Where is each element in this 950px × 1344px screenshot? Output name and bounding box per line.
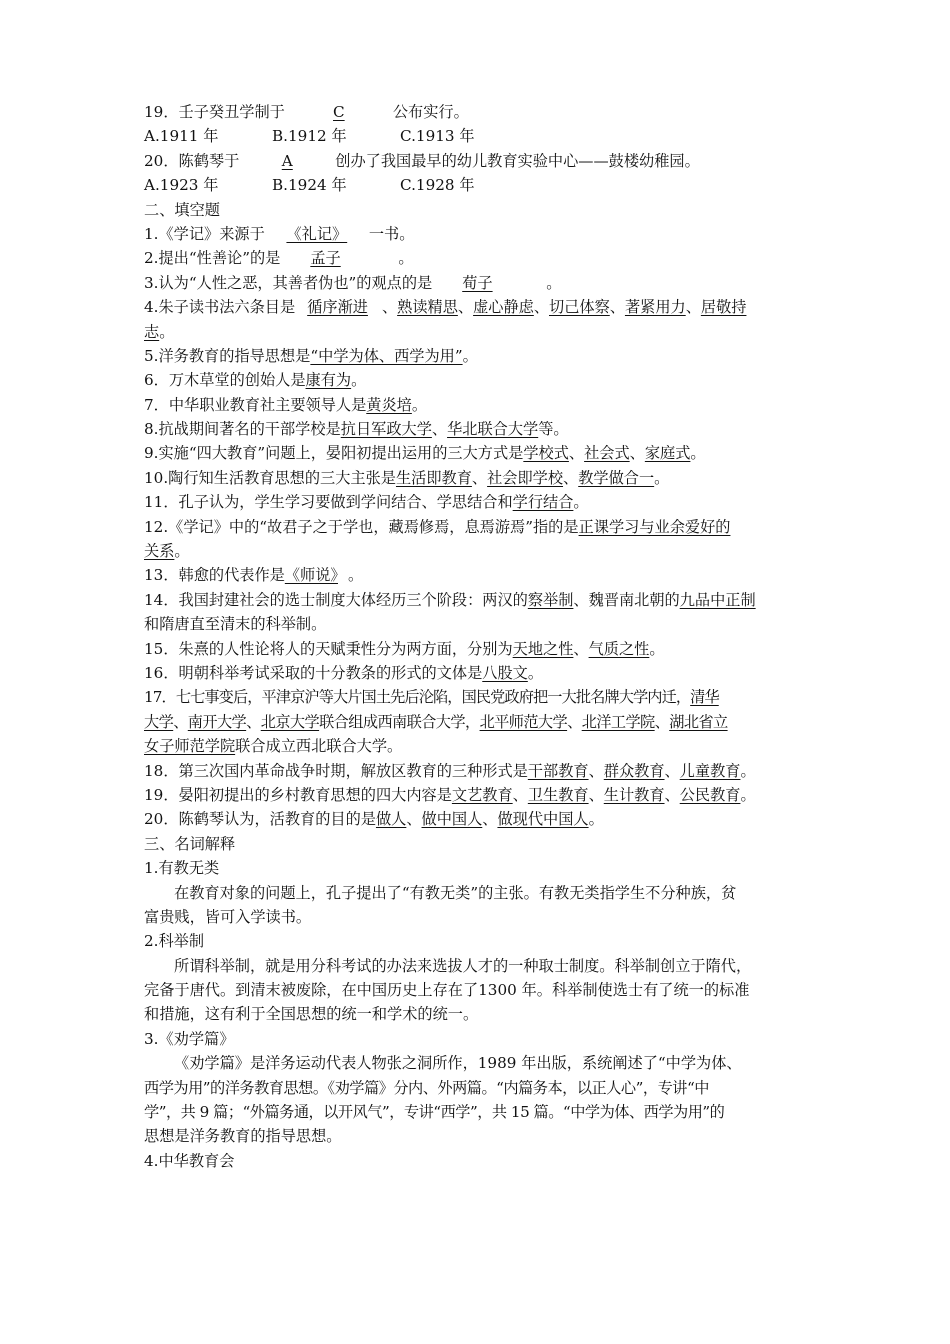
- item-text: 。: [740, 761, 756, 780]
- fill-item-13: [144, 563, 820, 587]
- answer: 《师说》: [284, 566, 338, 585]
- item-text: 18．第三次国内革命战争时期，解放区教育的三种形式是: [144, 761, 528, 780]
- fill-item-17-cont2: [144, 734, 820, 758]
- fill-item-12: [144, 515, 820, 539]
- separator: 、: [246, 712, 261, 731]
- term-body-line: 西学为用”的洋务教育思想。《劝学篇》分内、外两篇。“内篇务本，以正人心”，专讲“中: [144, 1078, 709, 1097]
- item-text: 11．孔子认为，学生学习要做到学问结合、学思结合和: [144, 493, 513, 512]
- separator: 、: [573, 639, 589, 658]
- fill-item-17: [144, 685, 820, 709]
- term-body-line: 所谓科举制，就是用分科考试的办法来选拔人才的一种取士制度。科举制创立于隋代，: [174, 956, 752, 975]
- answer: 正课学习与业余爱好的: [578, 517, 731, 536]
- item-text: 13．韩愈的代表作是: [144, 566, 285, 585]
- item-text: 20．陈鹤琴认为，活教育的目的是: [144, 810, 376, 829]
- question-text: 创办了我国最早的幼儿教育实验中心——鼓楼幼稚园。: [335, 151, 700, 170]
- answer: 九品中正制: [679, 590, 756, 609]
- item-text: 17．七七事变后，平津京沪等大片国土先后沦陷，国民党政府把一大批名牌大学内迁，: [144, 688, 691, 707]
- fill-item-2: [144, 246, 820, 270]
- separator: 、: [512, 785, 528, 804]
- fill-item-9: [144, 441, 820, 465]
- fill-item-1: [144, 222, 820, 246]
- answer: 女子师范学院: [144, 737, 236, 756]
- fill-item-14: [144, 588, 820, 612]
- item-text: 1.《学记》来源于: [144, 224, 265, 243]
- answer: 华北联合大学: [447, 420, 539, 439]
- separator: 、: [609, 298, 625, 317]
- answer: 生活即教育: [395, 468, 472, 487]
- item-text: 8.抗战期间著名的干部学校是: [144, 420, 341, 439]
- option-a: A.1911 年: [144, 127, 219, 146]
- answer: 志: [144, 322, 160, 341]
- item-text: 4.朱子读书法六条目是: [144, 298, 296, 317]
- answer: 清华: [690, 688, 719, 707]
- answer: 察举制: [527, 590, 574, 609]
- item-text: 7．中华职业教育社主要领导人是: [144, 395, 367, 414]
- item-text: 。: [546, 273, 562, 292]
- fill-item-6: [144, 368, 820, 392]
- separator: 、: [654, 712, 670, 731]
- item-text: 等。: [538, 420, 569, 439]
- item-text: 联合组成西南联合大学，: [319, 712, 480, 731]
- item-text: 。: [351, 371, 367, 390]
- answer: 教学做合一: [578, 468, 655, 487]
- fill-item-18: [144, 759, 820, 783]
- item-text: 15．朱熹的人性论将人的天赋秉性分为两方面，分别为: [144, 639, 513, 658]
- document-page: [144, 100, 820, 1173]
- item-text: 。: [347, 566, 364, 585]
- term-body-line: 学”，共 9 篇；“外篇务通，以开风气”，专讲“西学”，共 15 篇。“中学为体、西学为用”的: [144, 1103, 725, 1122]
- answer: 北洋工学院: [581, 712, 655, 731]
- answer: 学校式: [523, 444, 569, 463]
- mc-options-20: [144, 173, 820, 197]
- fill-item-4-cont: [144, 320, 820, 344]
- option-c: C.1928 年: [400, 176, 475, 195]
- answer: 北平师范大学: [479, 712, 568, 731]
- answer: 社会式: [584, 444, 630, 463]
- term-body-line: 《劝学篇》是洋务运动代表人物张之洞所作，1989 年出版，系统阐述了“中学为体、: [174, 1054, 742, 1073]
- term-title: 4.中华教育会: [144, 1151, 235, 1170]
- answer: 群众教育: [603, 761, 665, 780]
- answer: 康有为: [305, 371, 352, 390]
- fill-item-4: [144, 295, 820, 319]
- answer: “中学为体、西学为用”: [310, 346, 463, 365]
- answer: 气质之性: [588, 639, 650, 658]
- separator: 、: [457, 298, 474, 317]
- item-text: 。: [411, 395, 428, 414]
- answer: 天地之性: [512, 639, 574, 658]
- item-text: 。: [573, 493, 589, 512]
- fill-item-14-cont: [144, 612, 820, 636]
- separator: 、: [568, 444, 585, 463]
- question-text: 19．壬子癸丑学制于: [144, 103, 285, 121]
- mc-question-20: [144, 149, 820, 173]
- fill-item-3: [144, 271, 820, 295]
- answer: 做中国人: [421, 810, 483, 829]
- mc-options-19: [144, 124, 820, 148]
- answer: 湖北省立: [669, 712, 728, 731]
- answer: 做现代中国人: [497, 810, 589, 829]
- answer: 干部教育: [527, 761, 589, 780]
- separator: 、: [563, 468, 579, 487]
- fill-item-8: [144, 417, 820, 441]
- term-body-line: 富贵贱，皆可入学读书。: [144, 907, 312, 926]
- question-text: 20．陈鹤琴于: [144, 151, 240, 170]
- item-text: 5.洋务教育的指导思想是: [144, 346, 311, 365]
- term-body-line: 思想是洋务教育的指导思想。: [144, 1127, 342, 1146]
- item-text: 14．我国封建社会的选士制度大体经历三个阶段：两汉的: [144, 590, 528, 609]
- answer: 居敬持: [700, 298, 747, 317]
- answer: 著紧用力: [624, 298, 686, 317]
- fill-item-19: [144, 783, 820, 807]
- item-text: 19．晏阳初提出的乡村教育思想的四大内容是: [144, 785, 452, 804]
- answer: 切己体察: [549, 298, 610, 317]
- separator: 、: [533, 298, 549, 317]
- answer: 虚心静虑: [473, 298, 534, 317]
- answer: 南开大学: [187, 712, 247, 731]
- option-a: A.1923 年: [144, 176, 219, 195]
- separator: 、: [406, 810, 422, 829]
- item-text: 。: [654, 468, 670, 487]
- item-text: 。: [398, 249, 414, 268]
- answer: 社会即学校: [487, 468, 564, 487]
- answer: 北京大学: [260, 712, 320, 731]
- item-text: 。: [159, 322, 175, 341]
- item-text: 3.认为“人性之恶，其善者伪也”的观点的是: [144, 273, 433, 292]
- term-title: 3.《劝学篇》: [144, 1029, 235, 1048]
- fill-item-7: [144, 393, 820, 417]
- fill-item-10: [144, 466, 820, 490]
- item-text: 。: [527, 663, 544, 682]
- separator: 、: [588, 761, 604, 780]
- fill-item-5: [144, 344, 820, 368]
- answer: 公民教育: [679, 785, 741, 804]
- option-c: C.1913 年: [400, 127, 475, 146]
- separator: 、: [629, 444, 645, 463]
- answer: 荀子: [462, 273, 493, 292]
- item-text: 、魏晋南北朝的: [573, 590, 680, 609]
- answer: 循序渐进: [307, 298, 368, 317]
- mc-question-19: [144, 100, 820, 124]
- item-text: 12.《学记》中的“故君子之于学也，藏焉修焉，息焉游焉”指的是: [144, 517, 579, 536]
- answer: 黄炎培: [366, 395, 412, 414]
- fill-item-16: [144, 661, 820, 685]
- fill-item-12-cont: [144, 539, 820, 563]
- answer: 大学: [144, 712, 174, 731]
- term-body-line: 完备于唐代。到清末被废除，在中国历史上存在了1300 年。科举制使选士有了统一的标准: [144, 981, 750, 1000]
- separator: 、: [567, 712, 582, 731]
- option-b: B.1924 年: [272, 176, 347, 195]
- term-body-line: 在教育对象的问题上，孔子提出了“有教无类”的主张。有教无类指学生不分种族，贫: [174, 883, 737, 902]
- item-text: 和隋唐直至清末的科举制。: [144, 615, 327, 634]
- separator: 、: [588, 785, 604, 804]
- answer-blank: A: [281, 151, 293, 170]
- item-text: 一书。: [368, 224, 415, 243]
- answer: 家庭式: [644, 444, 691, 463]
- item-text: 。: [649, 639, 665, 658]
- answer: 熟读精思: [397, 298, 458, 317]
- item-text: 16．明朝科举考试采取的十分教条的形式的文体是: [144, 663, 483, 682]
- section-heading-fill-in: 二、填空题: [144, 200, 220, 219]
- answer: 生计教育: [603, 785, 665, 804]
- answer: 关系: [144, 542, 175, 561]
- item-text: 。: [690, 444, 706, 463]
- fill-item-15: [144, 637, 820, 661]
- separator: 、: [664, 761, 680, 780]
- term-title: 1.有教无类: [144, 859, 220, 878]
- fill-item-20: [144, 807, 820, 831]
- item-text: 。: [740, 785, 756, 804]
- item-text: 10.陶行知生活教育思想的三大主张是: [144, 468, 396, 487]
- answer-blank: C: [333, 103, 345, 121]
- item-text: 6．万木草堂的创始人是: [144, 371, 306, 390]
- item-text: 2.提出“性善论”的是: [144, 249, 281, 268]
- item-text: 。: [174, 542, 190, 561]
- option-b: B.1912 年: [272, 127, 347, 146]
- term-body-line: 和措施，这有利于全国思想的统一和学术的统一。: [144, 1005, 479, 1024]
- answer: 学行结合: [512, 493, 574, 512]
- answer: 《礼记》: [286, 224, 348, 243]
- fill-item-11: [144, 490, 820, 514]
- item-text: 9.实施“四大教育”问题上，晏阳初提出运用的三大方式是: [144, 444, 524, 463]
- item-text: 。: [588, 810, 604, 829]
- answer: 抗日军政大学: [340, 420, 432, 439]
- separator: 、: [482, 810, 498, 829]
- item-text: 。: [462, 346, 478, 365]
- separator: 、: [685, 298, 701, 317]
- separator: 、: [431, 420, 448, 439]
- item-text: 联合成立西北联合大学。: [235, 737, 403, 756]
- separator: 、: [173, 712, 188, 731]
- answer: 做人: [375, 810, 407, 829]
- answer: 儿童教育: [679, 761, 741, 780]
- separator: 、: [664, 785, 680, 804]
- separator: 、: [471, 468, 488, 487]
- term-title: 2.科举制: [144, 932, 205, 951]
- question-text: 公布实行。: [392, 103, 469, 121]
- answer: 文艺教育: [451, 785, 513, 804]
- answer: 孟子: [310, 249, 341, 268]
- answer: 八股文: [482, 663, 528, 682]
- separator: 、: [381, 298, 398, 317]
- section-heading-terms: 三、名词解释: [144, 834, 236, 853]
- fill-item-17-cont: [144, 710, 820, 734]
- answer: 卫生教育: [527, 785, 589, 804]
